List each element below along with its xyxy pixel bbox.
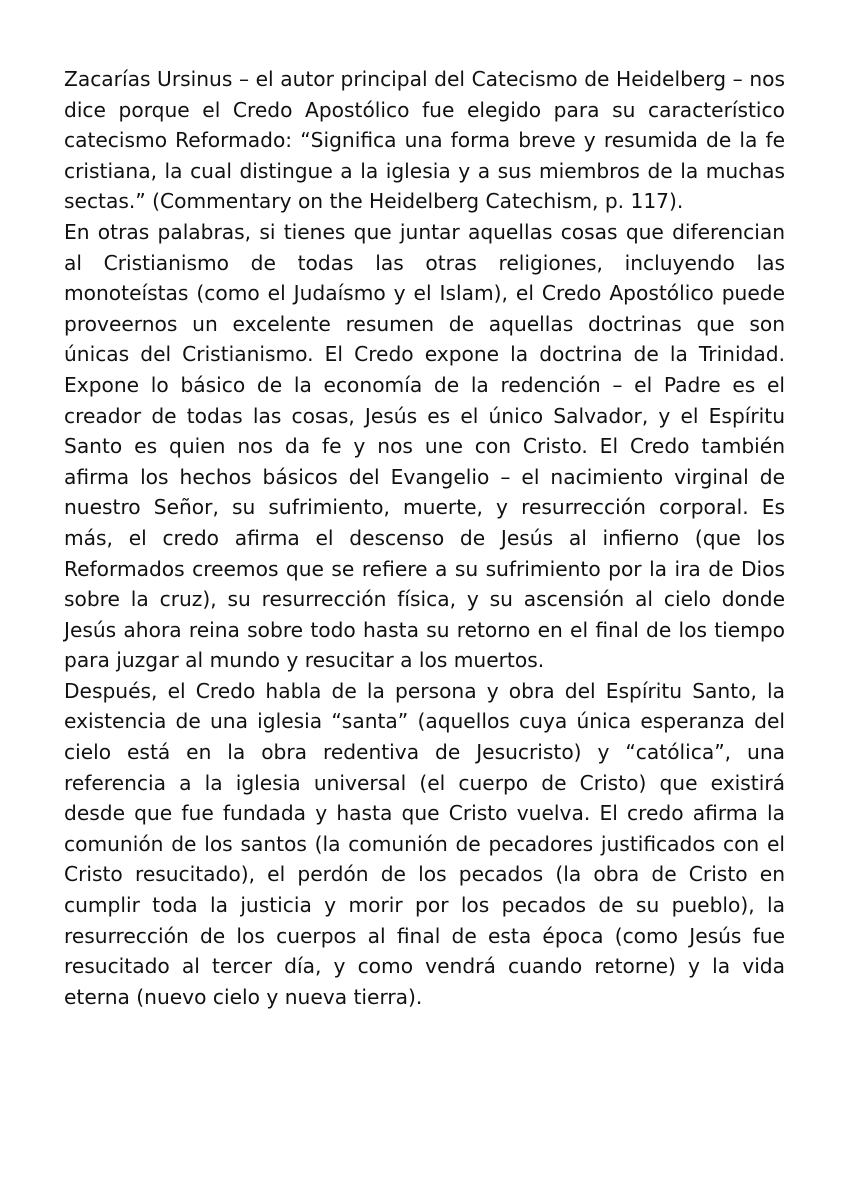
paragraph-creed-summary: En otras palabras, si tienes que juntar aquellas cosas que diferencian al Cristianismo de todas las otras religiones, incluyendo las monoteístas (como el Judaísmo y el Islam), el Credo Apostólico puede proveernos un excelente resumen de aquellas doctrinas que son únicas del Cristianismo. El Credo expone la doctrina de la Trinidad. Expone lo básico de la economía de la redención – el Padre es el creador de todas las cosas, Jesús es el único Salvador, y el Espíritu Santo es quien nos da fe y nos une con Cristo. El Credo también afirma los hechos básicos del Evangelio – el nacimiento virginal de nuestro Señor, su sufrimiento, muerte, y resurrección corporal. Es más, el credo afirma el descenso de Jesús al infierno (que los Reformados creemos que se refiere a su sufrimiento por la ira de Dios sobre la cruz), su resurrección física, y su ascensión al cielo donde Jesús ahora reina sobre todo hasta su retorno en el final de los tiempo para juzgar al mundo y resucitar a los muertos.	[64, 219, 785, 673]
paragraph-holy-spirit-church: Después, el Credo habla de la persona y obra del Espíritu Santo, la existencia de una iglesia “santa” (aquellos cuya única esperanza del cielo está en la obra redentiva de Jesucristo) y “católica”, una referencia a la iglesia universal (el cuerpo de Cristo) que existirá desde que fue fundada y hasta que Cristo vuelva. El credo afirma la comunión de los santos (la comunión de pecadores justificados con el Cristo resucitado), el perdón de los pecados (la obra de Cristo en cumplir toda la justicia y morir por los pecados de su pueblo), la resurrección de los cuerpos al final de esta época (como Jesús fue resucitado al tercer día, y como vendrá cuando retorne) y la vida eterna (nuevo cielo y nueva tierra).	[64, 678, 785, 1009]
body-text	[64, 64, 785, 1012]
paragraph-ursinus-quote: Zacarías Ursinus – el autor principal del Catecismo de Heidelberg – nos dice porque el Credo Apostólico fue elegido para su característico catecismo Reformado: “Significa una forma breve y resumida de la fe cristiana, la cual distingue a la iglesia y a sus miembros de la muchas sectas.” (Commentary on the Heidelberg Catechism, p. 117).	[64, 67, 785, 214]
